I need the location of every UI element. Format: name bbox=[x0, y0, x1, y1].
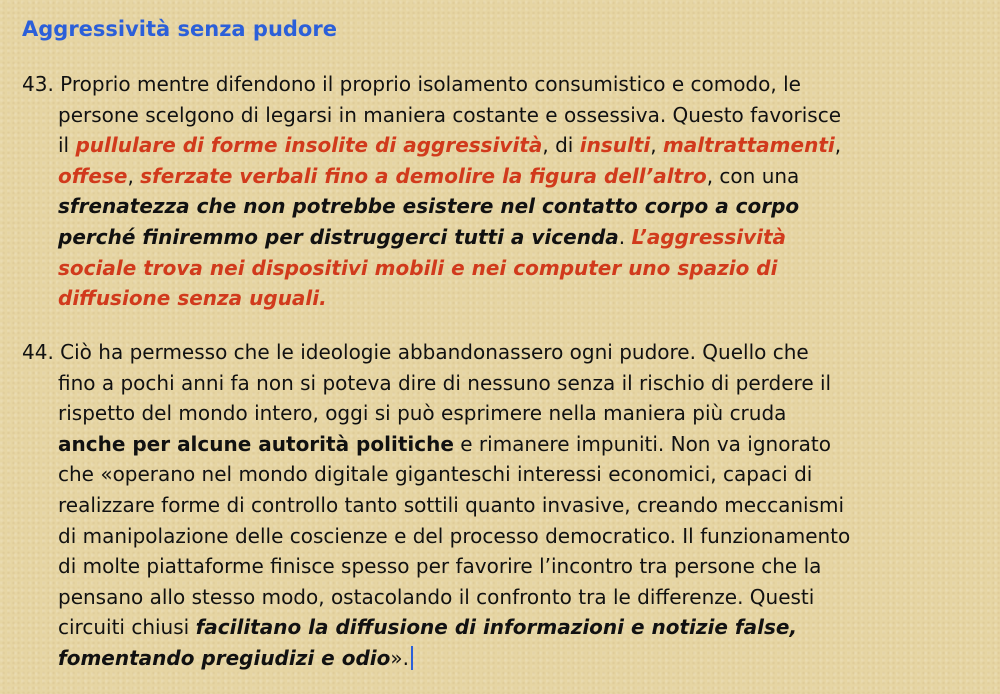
p43-line-6 bbox=[22, 222, 841, 253]
p43-line-4 bbox=[22, 161, 841, 192]
p44-line-1: 44. Ciò ha permesso che le ideologie abbandonassero ogni pudore. Quello che bbox=[22, 340, 809, 364]
paragraph-44 bbox=[22, 337, 850, 674]
emphasis-bold: perché finiremmo per distruggerci tutti a vicenda bbox=[58, 224, 619, 249]
p43-line-2: persone scelgono di legarsi in maniera costante e ossessiva. Questo favorisce bbox=[58, 102, 841, 127]
p44-line-6: realizzare forme di controllo tanto sottili quanto invasive, creando meccanismi bbox=[58, 492, 845, 517]
p44-line-11 bbox=[22, 643, 850, 674]
p44-line-3: rispetto del mondo intero, oggi si può esprimere nella maniera più cruda bbox=[58, 401, 787, 426]
text: , di bbox=[542, 133, 580, 158]
emphasis-red: offese bbox=[58, 163, 128, 188]
text: , bbox=[834, 133, 842, 158]
p43-line-1: 43. Proprio mentre difendono il proprio isolamento consumistico e comodo, le bbox=[22, 72, 801, 96]
p43-line-7: sociale trova nei dispositivi mobili e nei computer uno spazio di bbox=[58, 255, 778, 280]
text: , con una bbox=[706, 163, 800, 188]
text-cursor bbox=[411, 646, 413, 670]
text: circuiti chiusi bbox=[58, 615, 196, 640]
emphasis-red: pullulare di forme insolite di aggressività bbox=[75, 133, 543, 158]
text: ». bbox=[390, 645, 409, 670]
emphasis-red: sferzate verbali fino a demolire la figura dell’altro bbox=[140, 163, 707, 188]
paragraph-43 bbox=[22, 69, 841, 314]
p43-line-8: diffusione senza uguali. bbox=[58, 286, 327, 311]
section-title: Aggressività senza pudore bbox=[22, 17, 337, 41]
p44-line-4 bbox=[22, 429, 850, 460]
emphasis-red: L’aggressività bbox=[631, 224, 787, 249]
p43-line-5: sfrenatezza che non potrebbe esistere nel contatto corpo a corpo bbox=[58, 194, 800, 219]
emphasis-red: insulti bbox=[579, 133, 651, 158]
p44-line-5: che «operano nel mondo digitale giganteschi interessi economici, capaci di bbox=[58, 462, 813, 487]
text: . bbox=[618, 224, 632, 249]
p44-line-8: di molte piattaforme finisce spesso per favorire l’incontro tra persone che la bbox=[58, 554, 822, 579]
emphasis-bold: facilitano la diffusione di informazioni e notizie false, bbox=[195, 615, 798, 640]
p44-line-7: di manipolazione delle coscienze e del processo democratico. Il funzionamento bbox=[58, 523, 851, 548]
text: , bbox=[650, 133, 663, 158]
emphasis-bold: fomentando pregiudizi e odio bbox=[58, 645, 391, 670]
text: e rimanere impuniti. Non va ignorato bbox=[453, 431, 832, 456]
p44-line-2: fino a pochi anni fa non si poteva dire di nessuno senza il rischio di perdere il bbox=[58, 370, 832, 395]
emphasis-bold: anche per alcune autorità politiche bbox=[58, 431, 454, 456]
emphasis-red: maltrattamenti bbox=[662, 133, 835, 158]
p44-line-9: pensano allo stesso modo, ostacolando il confronto tra le differenze. Questi bbox=[58, 584, 815, 609]
p44-line-10 bbox=[22, 612, 850, 643]
text: , bbox=[127, 163, 141, 188]
text: il bbox=[58, 133, 76, 158]
p43-line-3 bbox=[22, 130, 841, 161]
